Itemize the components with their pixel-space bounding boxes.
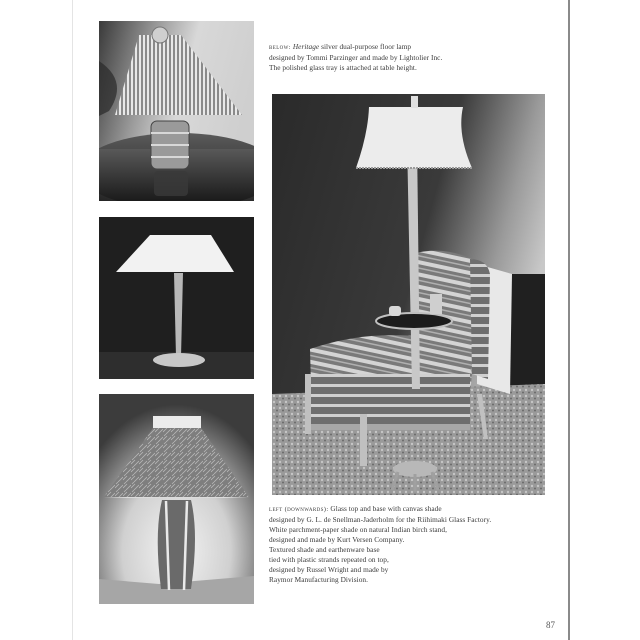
photo-textured-shade-lamp [99,394,254,604]
caption-line: Raymor Manufacturing Division. [269,575,368,584]
caption-line: silver dual-purpose floor lamp [319,42,412,51]
photo-heritage-floor-lamp [272,94,545,495]
photo-white-shade-lamp [99,217,254,379]
page-gutter-left [72,0,73,640]
caption-line: designed by Russel Wright and made by [269,565,389,574]
photo-pleated-shade-lamp [99,21,254,201]
caption-label-below: below: [269,44,291,51]
caption-line: designed and made by Kurt Versen Company. [269,535,405,544]
caption-line: Textured shade and earthenware base [269,545,380,554]
caption-line: Glass top and base with canvas shade [328,504,442,513]
page-gutter-right [568,0,570,640]
caption-line: designed by G. L. de Snellman-Jaderholm for the Riihimaki Glass Factory. [269,515,492,524]
caption-left-downwards [269,504,491,585]
page-number: 87 [546,620,555,630]
caption-heritage-lamp [269,42,442,73]
caption-line: The polished glass tray is attached at table height. [269,63,417,72]
caption-label-left-downwards: left (downwards): [269,506,329,513]
caption-line: tied with plastic strands repeated on top, [269,555,389,564]
caption-product-name: Heritage [292,42,320,51]
caption-line: designed by Tommi Parzinger and made by Lightolier Inc. [269,53,443,62]
caption-line: White parchment-paper shade on natural Indian birch stand, [269,525,447,534]
